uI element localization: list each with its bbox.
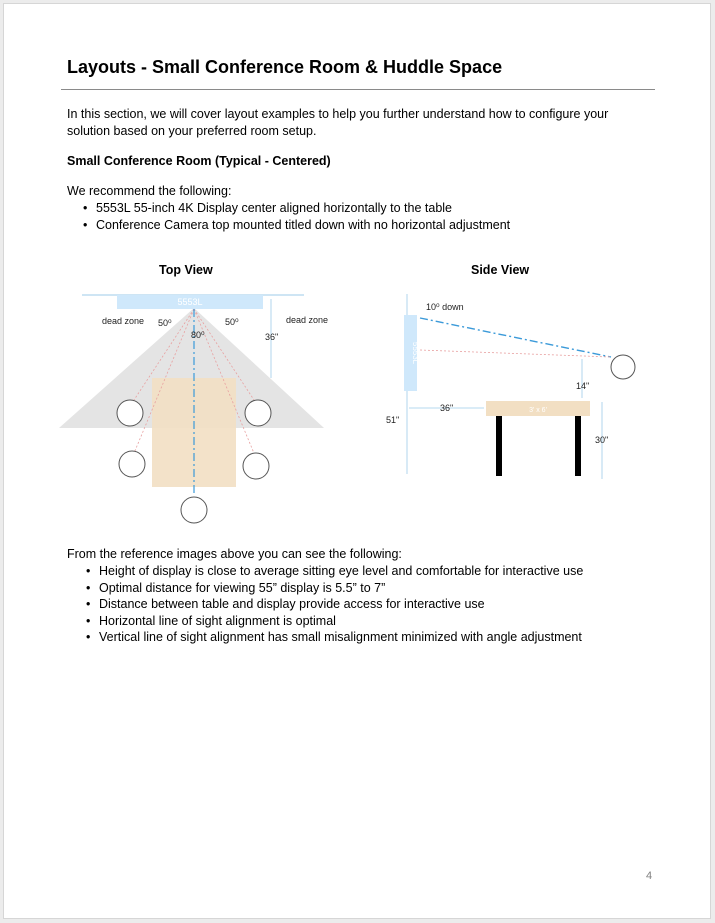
angle-left-label: 50⁰ <box>158 318 172 328</box>
display-label: 5553L <box>177 297 203 307</box>
table-distance-label: 36" <box>440 403 454 413</box>
document-page <box>3 3 711 919</box>
list-item: • Conference Camera top mounted titled down with no horizontal adjustment <box>83 217 643 234</box>
table-leg <box>496 416 502 476</box>
table-height-label: 30" <box>595 435 609 445</box>
observations-list <box>86 563 666 646</box>
eye-offset-label: 14" <box>576 381 590 391</box>
dead-zone-left-label: dead zone <box>102 316 145 326</box>
seat <box>243 453 269 479</box>
title-divider <box>61 89 655 90</box>
list-item: • Vertical line of sight alignment has small misalignment minimized with angle adjustment <box>86 629 666 646</box>
side-view-diagram <box>376 286 656 486</box>
list-item: • Horizontal line of sight alignment is optimal <box>86 613 666 630</box>
observations-label: From the reference images above you can see the following: <box>67 547 402 561</box>
top-view-heading: Top View <box>159 263 213 277</box>
page-number: 4 <box>646 870 653 882</box>
table-label: 3' x 6' <box>529 407 547 414</box>
seat <box>181 497 207 523</box>
list-item: • Optimal distance for viewing 55” display is 5.5” to 7” <box>86 580 666 597</box>
list-item: • Height of display is close to average sitting eye level and comfortable for interactive use <box>86 563 666 580</box>
dead-zone-right-label: dead zone <box>286 315 329 325</box>
page-title: Layouts - Small Conference Room & Huddle Space <box>67 57 503 77</box>
recommend-label: We recommend the following: <box>67 184 232 198</box>
intro-paragraph: In this section, we will cover layout examples to help you further understand how to configure your solution based on your preferred room setup. <box>67 107 609 138</box>
angle-center-label: 80⁰ <box>191 330 205 340</box>
angle-right-label: 50⁰ <box>225 317 239 327</box>
seated-viewer <box>611 355 635 379</box>
section-subheading: Small Conference Room (Typical - Centered) <box>67 154 331 168</box>
distance-label: 36" <box>265 332 279 342</box>
top-view-diagram <box>54 286 354 526</box>
recommendation-list <box>83 200 643 233</box>
seat <box>119 451 145 477</box>
side-view-heading: Side View <box>471 263 530 277</box>
seat <box>117 400 143 426</box>
display-label: 5553L <box>411 341 420 365</box>
seat <box>245 400 271 426</box>
list-item: • Distance between table and display provide access for interactive use <box>86 596 666 613</box>
table-leg <box>575 416 581 476</box>
list-item: • 5553L 55-inch 4K Display center aligned horizontally to the table <box>83 200 643 217</box>
tilt-label: 10⁰ down <box>426 302 464 312</box>
display-height-label: 51" <box>386 415 400 425</box>
